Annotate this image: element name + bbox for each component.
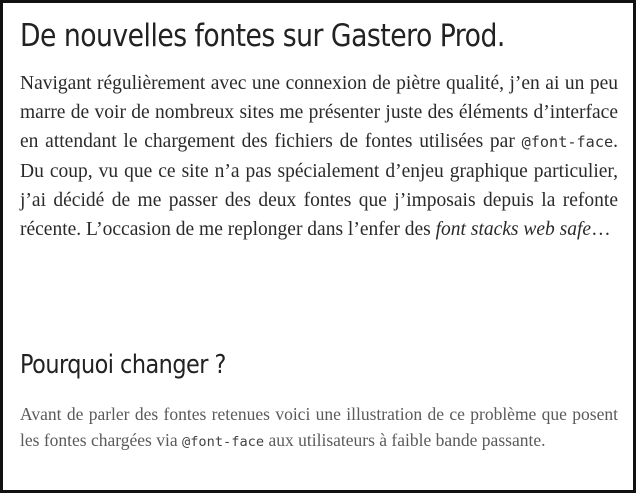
intro-text-part3: …	[591, 219, 611, 240]
font-face-code-inline: @font-face	[181, 434, 265, 450]
section-heading: Pourquoi changer ?	[20, 350, 226, 380]
section-text-part1: Avant de parler des fontes retenues voici une illustration de ce problème que posent les fontes chargées via	[20, 404, 618, 450]
intro-text-part1: Navigant régulièrement avec une connexion de piètre qualité, j’en ai un peu marre de voir de nombreux sites me présenter juste des éléments d’interface en attendant le chargement des fichiers de fontes utilisées par	[20, 73, 618, 152]
font-stacks-emphasis: font stacks web safe	[435, 219, 592, 240]
font-face-code: @font-face	[521, 133, 614, 151]
intro-paragraph	[20, 69, 618, 244]
section-paragraph	[20, 401, 618, 455]
intro-text-part2: . Du coup, vu que ce site n’a pas spécialement d’enjeu graphique particulier, j’ai décidé de me passer des deux fontes que j’imposais depuis la refonte récente. L’occasion de me replonger dans l’enfer des	[20, 131, 618, 240]
section-text-part2: aux utilisateurs à faible bande passante.	[264, 430, 546, 450]
article-title: De nouvelles fontes sur Gastero Prod.	[20, 18, 505, 54]
